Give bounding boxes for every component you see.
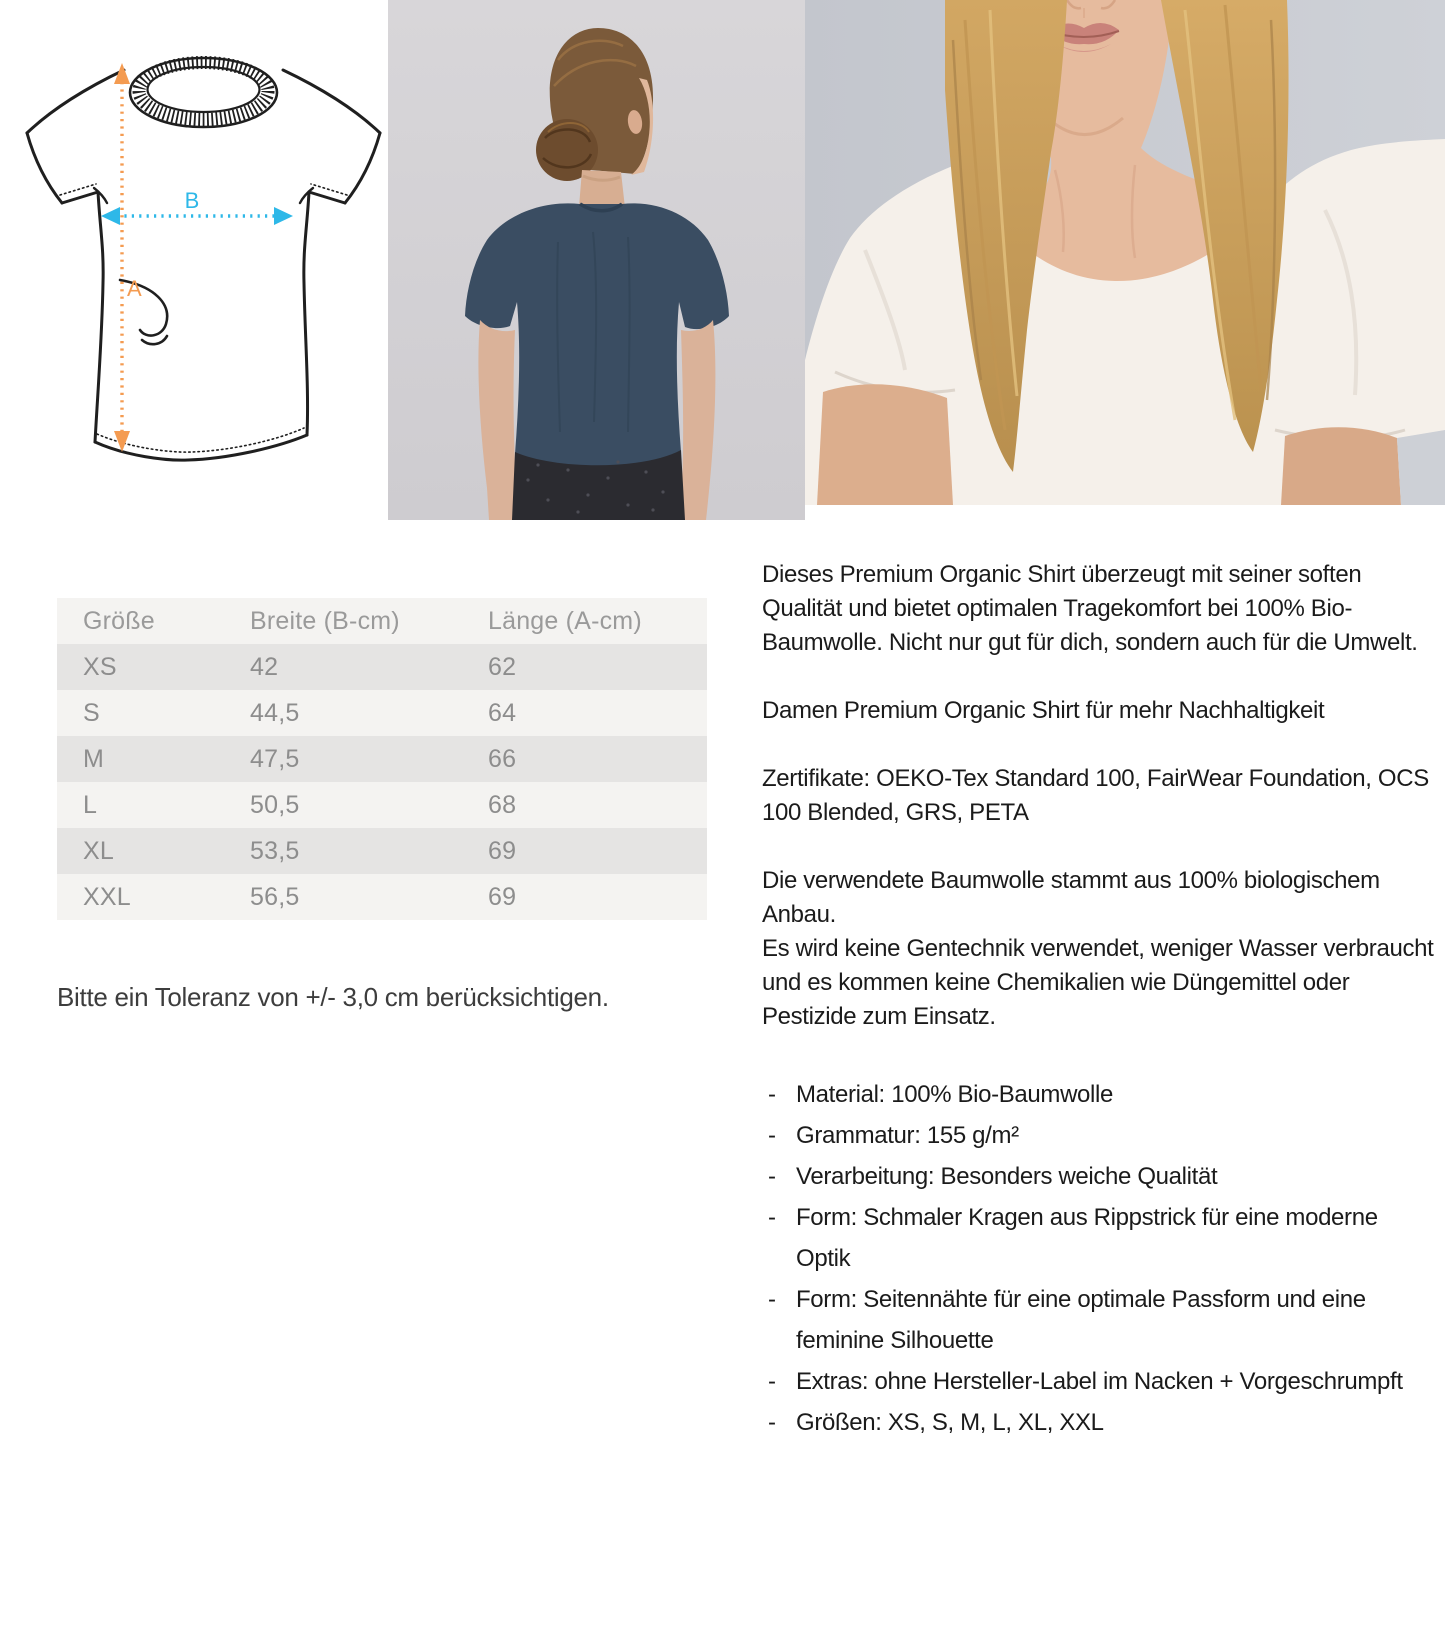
table-cell: M — [57, 736, 224, 782]
table-cell: 56,5 — [224, 874, 462, 920]
arrowhead-b-left — [101, 207, 120, 225]
bullet-text: Form: Schmaler Kragen aus Rippstrick für eine moderne Optik — [796, 1204, 1378, 1272]
table-row — [57, 690, 707, 736]
table-row — [57, 874, 707, 920]
bullet-text: Extras: ohne Hersteller-Label im Nacken + Vorgeschrumpft — [796, 1368, 1403, 1395]
column-header: Größe — [57, 598, 224, 644]
ribbed-collar — [130, 58, 277, 127]
bullet-item — [762, 1361, 1438, 1402]
bullet-marker: - — [768, 1163, 776, 1190]
table-cell: 66 — [462, 736, 707, 782]
bullet-text: Grammatur: 155 g/m² — [796, 1122, 1019, 1149]
measure-arrow-b — [101, 188, 293, 225]
bullet-marker: - — [768, 1368, 776, 1395]
photo-back-illustration — [388, 0, 805, 520]
table-cell: L — [57, 782, 224, 828]
table-cell: 69 — [462, 828, 707, 874]
bullet-item — [762, 1402, 1438, 1443]
table-cell: 69 — [462, 874, 707, 920]
table-row — [57, 644, 707, 690]
label-a: A — [127, 276, 142, 301]
bullet-marker: - — [768, 1286, 776, 1313]
bullet-marker: - — [768, 1122, 776, 1149]
description-paragraph: Es wird keine Gentechnik verwendet, weniger Wasser verbraucht und es kommen keine Chemikalien wie Düngemittel oder Pestizide zum Einsatz. — [762, 935, 1434, 1030]
description-paragraph: Dieses Premium Organic Shirt überzeugt mit seiner soften Qualität und bietet optimalen Tragekomfort bei 100% Bio-Baumwolle. Nicht nur gut für dich, sondern auch für die Umwelt. — [762, 561, 1418, 656]
table-row — [57, 782, 707, 828]
table-cell: 68 — [462, 782, 707, 828]
bullet-marker: - — [768, 1204, 776, 1231]
table-row — [57, 736, 707, 782]
measurement-diagram-panel — [0, 0, 388, 520]
product-photo-front-closeup — [805, 0, 1445, 505]
bullet-text: Form: Seitennähte für eine optimale Passform und eine feminine Silhouette — [796, 1286, 1366, 1354]
size-table — [57, 598, 707, 920]
description-paragraph: Damen Premium Organic Shirt für mehr Nachhaltigkeit — [762, 697, 1325, 724]
tolerance-note: Bitte ein Toleranz von +/- 3,0 cm berücksichtigen. — [57, 982, 609, 1012]
table-cell: XXL — [57, 874, 224, 920]
bullet-marker: - — [768, 1081, 776, 1108]
table-cell: 42 — [224, 644, 462, 690]
bullet-text: Größen: XS, S, M, L, XL, XXL — [796, 1409, 1104, 1436]
description-paragraph: Zertifikate: OEKO-Tex Standard 100, FairWear Foundation, OCS 100 Blended, GRS, PETA — [762, 765, 1429, 826]
description-paragraph: Die verwendete Baumwolle stammt aus 100% biologischem Anbau. — [762, 867, 1380, 928]
table-cell: S — [57, 690, 224, 736]
size-table-header-row — [57, 598, 707, 644]
bullet-item — [762, 1279, 1438, 1361]
table-cell: 44,5 — [224, 690, 462, 736]
table-cell: 50,5 — [224, 782, 462, 828]
column-header: Länge (A-cm) — [462, 598, 707, 644]
table-cell: XL — [57, 828, 224, 874]
table-cell: 47,5 — [224, 736, 462, 782]
measure-arrow-a — [114, 63, 142, 452]
table-cell: 62 — [462, 644, 707, 690]
description-paragraphs — [762, 558, 1438, 1034]
bullet-item — [762, 1156, 1438, 1197]
table-cell: XS — [57, 644, 224, 690]
arrowhead-b-right — [274, 207, 293, 225]
bullet-marker: - — [768, 1409, 776, 1436]
product-description — [762, 558, 1438, 1443]
background-corner — [1397, 430, 1445, 505]
bullet-item — [762, 1115, 1438, 1156]
table-cell: 53,5 — [224, 828, 462, 874]
table-cell: 64 — [462, 690, 707, 736]
tshirt-outline — [27, 70, 380, 460]
product-photo-back-view — [388, 0, 805, 520]
photo-front-illustration — [805, 0, 1445, 505]
label-b: B — [184, 188, 200, 213]
left-arm-closeup — [1281, 427, 1401, 505]
description-bullets — [762, 1074, 1438, 1443]
right-arm-closeup — [817, 384, 953, 505]
bullet-text: Verarbeitung: Besonders weiche Qualität — [796, 1163, 1218, 1190]
tshirt-measurement-diagram — [16, 48, 386, 468]
size-table-section — [57, 598, 707, 920]
table-row — [57, 828, 707, 874]
bullet-item — [762, 1074, 1438, 1115]
column-header: Breite (B-cm) — [224, 598, 462, 644]
size-table-body — [57, 644, 707, 920]
bullet-item — [762, 1197, 1438, 1279]
bullet-text: Material: 100% Bio-Baumwolle — [796, 1081, 1114, 1108]
